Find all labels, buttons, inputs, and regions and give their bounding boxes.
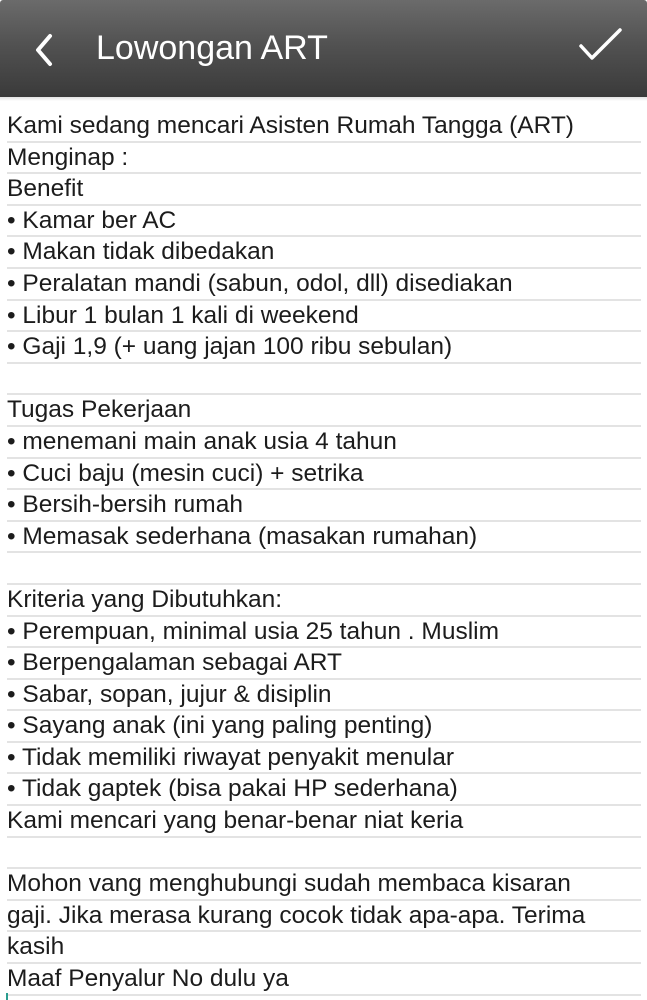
note-line: • Tidak memiliki riwayat penyakit menular [0, 743, 647, 775]
note-line: • Berpengalaman sebagai ART [0, 648, 647, 680]
chevron-left-icon [26, 26, 66, 72]
checkmark-icon [576, 22, 626, 68]
note-line: • Sayang anak (ini yang paling penting) [0, 711, 647, 743]
note-line: Tugas Pekerjaan [0, 395, 647, 427]
note-line: kasih [0, 932, 647, 964]
note-line [0, 553, 647, 585]
note-line: • menemani main anak usia 4 tahun [0, 427, 647, 459]
note-line: • Memasak sederhana (masakan rumahan) [0, 522, 647, 554]
save-button[interactable] [576, 22, 626, 68]
note-editor[interactable] [0, 111, 647, 996]
note-line: • Bersih-bersih rumah [0, 490, 647, 522]
note-line: Kriteria yang Dibutuhkan: [0, 585, 647, 617]
note-line: • Perempuan, minimal usia 25 tahun . Muslim [0, 617, 647, 649]
note-line: Maaf Penyalur No dulu ya [0, 964, 647, 996]
note-line: gaji. Jika merasa kurang cocok tidak apa-apa. Terima [0, 901, 647, 933]
note-line: Menginap : [0, 143, 647, 175]
note-line: Kami mencari yang benar-benar niat keria [0, 806, 647, 838]
note-line: Benefit [0, 174, 647, 206]
note-line: • Gaji 1,9 (+ uang jajan 100 ribu sebulan) [0, 332, 647, 364]
note-line [0, 838, 647, 870]
note-line: • Sabar, sopan, jujur & disiplin [0, 680, 647, 712]
note-line: • Libur 1 bulan 1 kali di weekend [0, 301, 647, 333]
note-line: • Tidak gaptek (bisa pakai HP sederhana) [0, 774, 647, 806]
back-button[interactable] [26, 26, 66, 72]
note-line: Mohon vang menghubungi sudah membaca kisaran [0, 869, 647, 901]
header-shadow [0, 97, 647, 101]
note-line: Kami sedang mencari Asisten Rumah Tangga (ART) [0, 111, 647, 143]
note-line: • Peralatan mandi (sabun, odol, dll) disediakan [0, 269, 647, 301]
note-line [0, 364, 647, 396]
note-line: • Makan tidak dibedakan [0, 237, 647, 269]
app-header [0, 0, 647, 97]
note-line: • Cuci baju (mesin cuci) + setrika [0, 459, 647, 491]
page-title: Lowongan ART [96, 29, 328, 67]
text-cursor [6, 993, 8, 1000]
note-line: • Kamar ber AC [0, 206, 647, 238]
